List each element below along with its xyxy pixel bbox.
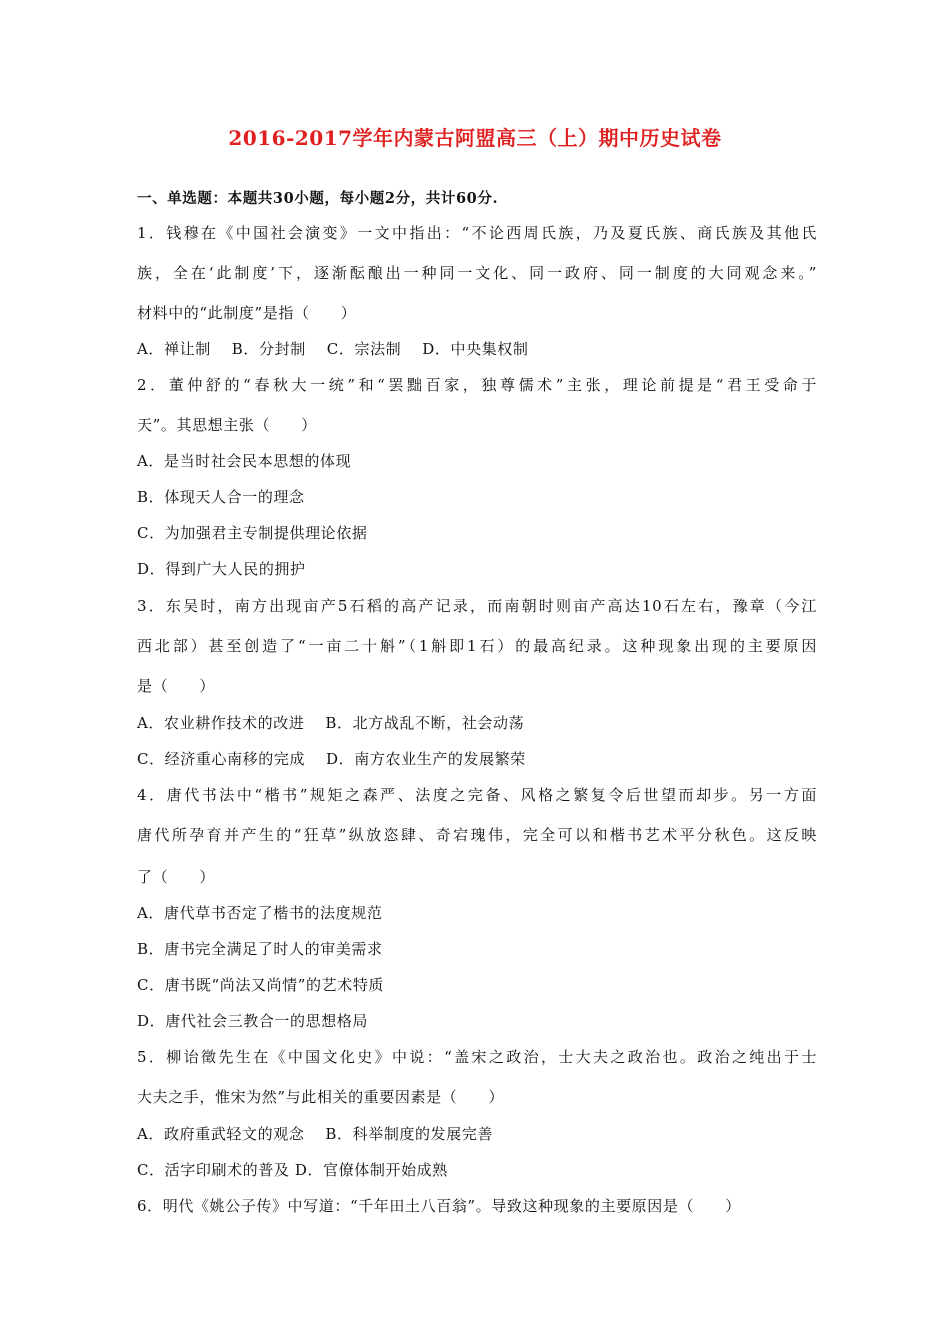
q5-line-2: 大夫之手，惟宋为然”与此相关的重要因素是（ ） — [137, 1088, 505, 1106]
q6-line-1: 6．明代《姚公子传》中写道：“千年田土八百翁”。导致这种现象的主要原因是（ ） — [137, 1197, 741, 1215]
q2-option-a: A．是当时社会民本思想的体现 — [137, 452, 352, 470]
q3-line-2: 西北部）甚至创造了“一亩二十斛”（1斛即1石）的最高纪录。这种现象出现的主要原因 — [137, 637, 817, 655]
q5-options-ab: A．政府重武轻文的观念 B．科举制度的发展完善 — [137, 1125, 494, 1143]
q2-option-d: D．得到广大人民的拥护 — [137, 560, 306, 578]
q4-line-1: 4．唐代书法中“楷书”规矩之森严、法度之完备、风格之繁复令后世望而却步。另一方面 — [137, 786, 817, 804]
q4-option-a: A．唐代草书否定了楷书的法度规范 — [137, 904, 383, 922]
q1-options: A．禅让制 B．分封制 C．宗法制 D．中央集权制 — [137, 340, 529, 358]
q4-option-c: C．唐书既“尚法又尚情”的艺术特质 — [137, 976, 385, 994]
q2-line-1: 2．董仲舒的“春秋大一统”和“罢黜百家，独尊儒术”主张，理论前提是“君王受命于 — [137, 376, 817, 394]
q4-option-d: D．唐代社会三教合一的思想格局 — [137, 1012, 369, 1030]
q3-line-3: 是（ ） — [137, 677, 216, 695]
q4-option-b: B．唐书完全满足了时人的审美需求 — [137, 940, 383, 958]
q3-options-ab: A．农业耕作技术的改进 B．北方战乱不断，社会动荡 — [137, 714, 525, 732]
q4-line-3: 了（ ） — [137, 868, 216, 886]
q5-line-1: 5．柳诒徵先生在《中国文化史》中说：“盖宋之政治，士大夫之政治也。政治之纯出于士 — [137, 1048, 817, 1066]
q2-option-b: B．体现天人合一的理念 — [137, 488, 305, 506]
q5-options-cd: C．活字印刷术的普及 D．官僚体制开始成熟 — [137, 1161, 448, 1179]
q3-line-1: 3．东吴时，南方出现亩产5石稻的高产记录，而南朝时则亩产高达10石左右，豫章（今江 — [137, 597, 817, 615]
q3-options-cd: C．经济重心南移的完成 D．南方农业生产的发展繁荣 — [137, 750, 526, 768]
exam-title: 2016-2017学年内蒙古阿盟高三（上）期中历史试卷 — [228, 126, 722, 150]
q1-line-1: 1．钱穆在《中国社会演变》一文中指出：“不论西周氏族，乃及夏氏族、商氏族及其他氏 — [137, 224, 817, 242]
q4-line-2: 唐代所孕育并产生的“狂草”纵放恣肆、奇宕瑰伟，完全可以和楷书艺术平分秋色。这反映 — [137, 826, 817, 844]
q2-option-c: C．为加强君主专制提供理论依据 — [137, 524, 368, 542]
q1-line-2: 族，全在‘此制度’下，逐渐酝酿出一种同一文化、同一政府、同一制度的大同观念来。” — [137, 264, 817, 282]
section-heading: 一、单选题：本题共30小题，每小题2分，共计60分. — [137, 190, 499, 207]
q1-line-3: 材料中的“此制度”是指（ ） — [137, 304, 357, 322]
q2-line-2: 天”。其思想主张（ ） — [137, 416, 317, 434]
